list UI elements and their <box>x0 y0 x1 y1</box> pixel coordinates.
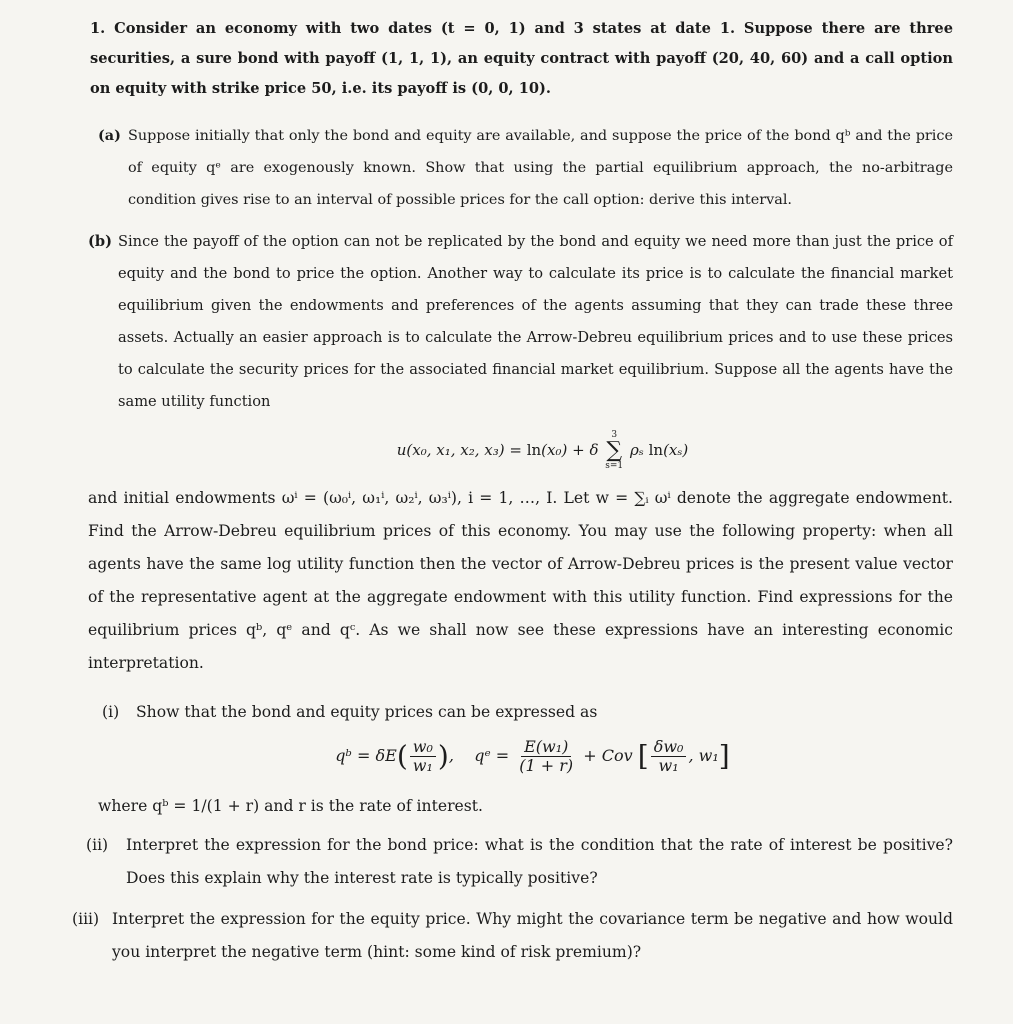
bracket-close: ] <box>718 739 730 773</box>
utility-lhs: u(x₀, x₁, x₂, x₃) = <box>396 441 522 459</box>
utility-ln-1: ln <box>526 441 542 459</box>
part-a <box>98 120 953 216</box>
where-line: where qᵇ = 1/(1 + r) and r is the rate of interest. <box>98 796 483 815</box>
cov-operator: Cov <box>601 746 633 765</box>
fraction-numerator: E(w₁) <box>521 738 571 757</box>
part-b-text: Since the payoff of the option can not be replicated by the bond and equity we need more than just the price of equity and the bond to price the option. Another way to calculate its price is to calculate the financial market equilibrium given the endowments and preferences of the agents assuming that they can trade these three assets. Actually an easier approach is to calculate the Arrow-Debreu equilibrium prices and to use these prices to calculate the security prices for the associated financial market equilibrium. Suppose all the agents have the same utility function <box>118 233 953 410</box>
fraction-numerator: δw₀ <box>651 738 687 757</box>
subpart-i <box>102 696 953 729</box>
summation-symbol <box>605 431 623 471</box>
fraction-denominator: w₁ <box>412 756 433 775</box>
paren-close: ) <box>437 739 449 773</box>
paren-open: ( <box>396 739 408 773</box>
utility-rho: ρₛ <box>629 441 644 459</box>
subpart-ii-text: Interpret the expression for the bond price: what is the condition that the rate of interest be positive? Does this explain why the interest rate is typically positive? <box>126 835 953 887</box>
sum-lower-limit: s=1 <box>605 461 624 471</box>
utility-equation <box>72 426 953 474</box>
bond-price-lhs: qᵇ = δE <box>335 746 397 765</box>
sum-sigma: ∑ <box>606 438 623 463</box>
problem-intro-text: Consider an economy with two dates (t = 0, 1) and 3 states at date 1. Suppose there are three securities, a sure bond with payoff (1, 1, 1), an equity contract with payoff (20, 40, 60) and a call option on equity with strike price 50, i.e. its payoff is (0, 0, 10). <box>90 20 953 97</box>
subpart-iii <box>72 903 953 969</box>
bracket-open: [ <box>637 739 649 773</box>
fraction-numerator: w₀ <box>410 738 436 757</box>
cov-second-arg: , w₁ <box>688 746 719 765</box>
utility-ln-2: ln <box>648 441 664 459</box>
subpart-i-text: Show that the bond and equity prices can be expressed as <box>136 703 598 721</box>
fraction-denominator: (1 + r) <box>519 756 574 775</box>
part-b-label: (b) <box>88 233 113 250</box>
part-b <box>88 226 953 418</box>
subpart-ii <box>86 829 953 895</box>
fraction-expectation <box>516 738 576 776</box>
equation-separator: , <box>448 746 454 765</box>
endowment-paragraph: and initial endowments ωⁱ = (ω₀ⁱ, ω₁ⁱ, ω₂ⁱ, ω₃ⁱ), i = 1, …, I. Let w = ∑ᵢ ωⁱ denote the aggregate endowment. Find the Arrow-Debreu equilibrium prices of this economy. You may use the following property: when all agents have the same log utility function then the vector of Arrow-Debreu prices is the present value vector of the representative agent at the aggregate endowment with this utility function. Find expressions for the equilibrium prices qᵇ, qᵉ and qᶜ. As we shall now see these expressions have an interesting economic interpretation. <box>88 489 953 672</box>
part-a-label: (a) <box>98 127 121 144</box>
subpart-iii-text: Interpret the expression for the equity price. Why might the covariance term be negative and how would you interpret the negative term (hint: some kind of risk premium)? <box>112 909 953 961</box>
utility-arg-2: (xₛ) <box>663 441 689 459</box>
part-a-text: Suppose initially that only the bond and equity are available, and suppose the price of the bond qᵇ and the price of equity qᵉ are exogenously known. Show that using the partial equilibrium approach, the no-arbitrage condition gives rise to an interval of possible prices for the call option: derive this interval. <box>128 128 953 208</box>
fraction-denominator: w₁ <box>658 756 679 775</box>
problem-number: 1. <box>90 20 106 37</box>
utility-arg-1: (x₀) + δ <box>541 441 599 459</box>
fraction-w0-w1 <box>410 738 436 776</box>
fraction-delta-w0-w1 <box>651 738 687 776</box>
price-equation <box>72 729 953 784</box>
subpart-ii-label: (ii) <box>86 835 109 854</box>
problem-intro <box>90 14 953 104</box>
plus-sign: + <box>583 746 597 765</box>
equity-price-lhs: qᵉ = <box>474 746 510 765</box>
sum-upper-limit: 3 <box>611 430 618 440</box>
subpart-iii-label: (iii) <box>72 909 100 928</box>
subpart-i-label: (i) <box>102 703 120 721</box>
